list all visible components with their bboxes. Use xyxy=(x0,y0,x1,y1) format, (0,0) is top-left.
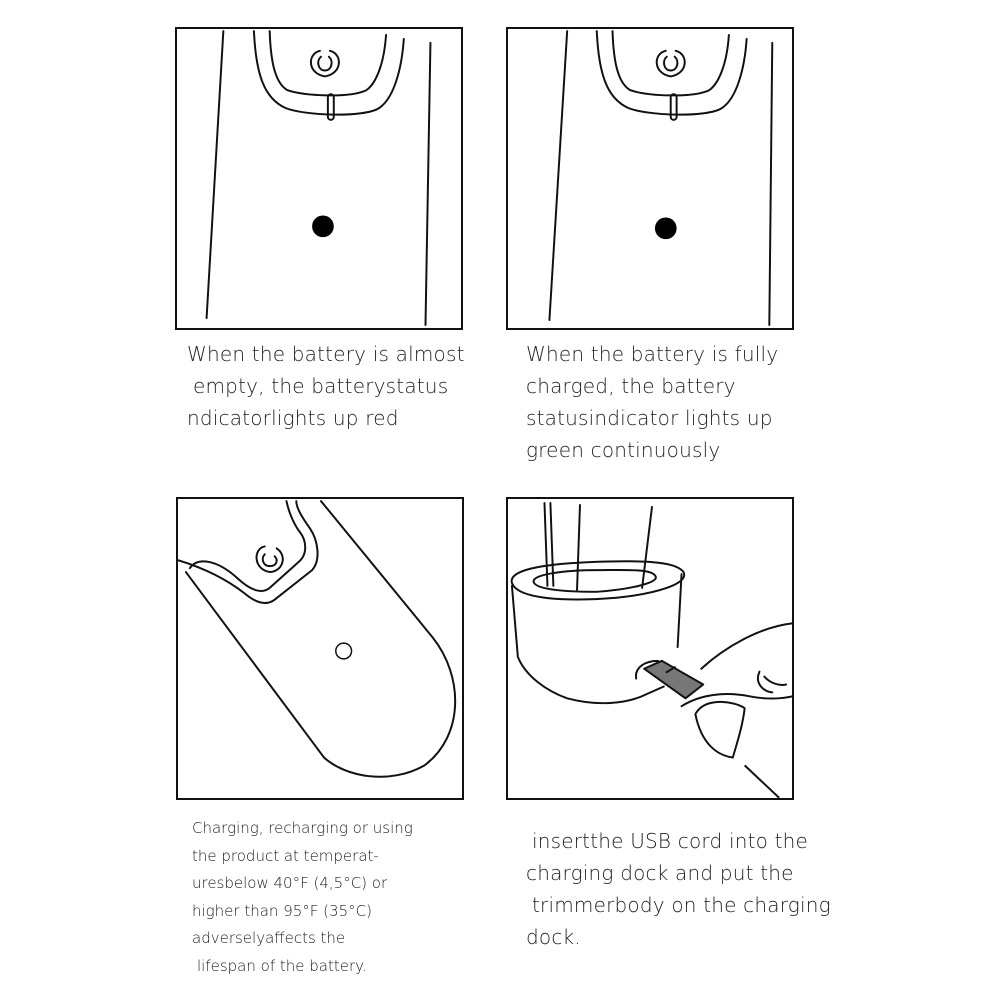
thumb xyxy=(695,702,744,758)
illustration-fully-charged xyxy=(506,27,794,330)
caption-line: lifespan of the battery. xyxy=(197,956,367,975)
trimmer-body-right-edge xyxy=(426,43,431,325)
trimmer-line-3 xyxy=(577,505,580,590)
caption-line: dock. xyxy=(526,925,581,949)
caption-line: adverselyaffects the xyxy=(192,929,346,948)
trimmer-charged-drawing xyxy=(508,29,792,328)
charging-dock-drawing xyxy=(508,499,792,798)
illustration-usb-charging xyxy=(506,497,794,800)
illustration-temperature xyxy=(176,497,464,800)
dock-body-left xyxy=(512,586,664,703)
power-icon xyxy=(311,51,339,77)
caption-line: green continuously xyxy=(526,438,721,462)
caption-fully-charged xyxy=(526,338,778,466)
caption-temperature xyxy=(192,815,413,981)
blade-guard-inner xyxy=(270,31,386,95)
caption-line: empty, the batterystatus xyxy=(193,374,449,398)
trimmer-body-left-edge xyxy=(549,31,567,320)
trimmer-body-right-edge xyxy=(769,43,772,325)
power-icon xyxy=(257,546,283,572)
illustration-low-battery xyxy=(175,27,463,330)
caption-line: When the battery is almost xyxy=(187,342,465,366)
caption-line: charging dock and put the xyxy=(526,861,794,885)
caption-line: statusindicator lights up xyxy=(526,406,773,430)
caption-line: ndicatorlights up red xyxy=(187,406,399,430)
caption-line: higher than 95°F (35°C) xyxy=(192,901,372,920)
caption-line: Charging, recharging or using xyxy=(192,819,413,837)
trimmer-body-outline xyxy=(186,501,455,777)
dock-body-right xyxy=(678,574,682,647)
hand-outline xyxy=(682,623,792,706)
blade-guard-inner xyxy=(613,31,729,95)
caption-line: insertthe USB cord into the xyxy=(532,829,809,853)
power-icon xyxy=(657,51,685,77)
trimmer-tilted-drawing xyxy=(178,499,462,798)
status-indicator-light xyxy=(312,215,334,237)
status-indicator-light xyxy=(655,217,677,239)
caption-line: the product at temperat- xyxy=(192,846,379,865)
dock-rim-inner xyxy=(534,570,656,592)
dock-stand-diagonal xyxy=(745,765,780,798)
trimmer-body-left-edge xyxy=(207,31,224,318)
trimmer-line-4 xyxy=(642,507,652,588)
finger-lines xyxy=(758,672,786,693)
caption-line: trimmerbody on the charging xyxy=(532,893,831,917)
caption-usb-charging xyxy=(526,825,831,953)
usb-plug xyxy=(644,661,703,698)
switch-slot xyxy=(671,94,677,120)
dock-rim-outer xyxy=(512,561,685,599)
switch-slot xyxy=(328,94,334,120)
caption-line: When the battery is fully xyxy=(526,342,779,366)
trimmer-low-battery-drawing xyxy=(177,29,461,328)
caption-line: charged, the battery xyxy=(526,374,736,398)
blade-guard-inner xyxy=(190,501,305,591)
status-indicator-light xyxy=(336,643,352,659)
caption-line: uresbelow 40°F (4,5°C) or xyxy=(192,874,388,893)
blade-guard-outer xyxy=(178,501,318,603)
caption-low-battery xyxy=(187,338,465,434)
